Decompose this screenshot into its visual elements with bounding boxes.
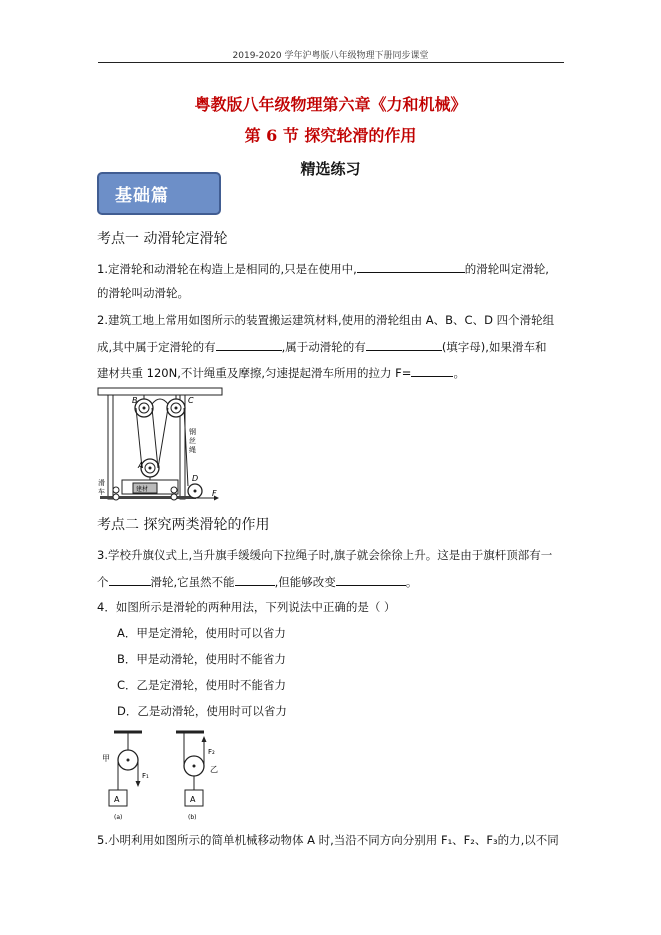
basic-level-badge (97, 172, 221, 215)
label-rope-3: 绳 (189, 446, 196, 454)
caption-b: (b) (188, 814, 197, 821)
question-1-line-1 (97, 260, 549, 277)
q4-option-c[interactable]: C．乙是定滑轮，使用时不能省力 (117, 678, 287, 692)
q3-blank-change[interactable] (336, 573, 406, 586)
label-d: D (192, 474, 199, 483)
label-rope-2: 丝 (189, 437, 196, 445)
q2-text-c: (填字母),如果滑车和 (441, 340, 547, 354)
question-2-line-1: 2.建筑工地上常用如图所示的装置搬运建筑材料,使用的滑轮组由 A、B、C、D 四个滑轮组 (97, 313, 555, 327)
pulley-b-axle (143, 407, 146, 410)
subtitle: 精选练习 (300, 160, 361, 178)
label-a: A (138, 461, 144, 470)
pulley-a-axle (149, 467, 152, 470)
q2-blank-force[interactable] (411, 364, 453, 377)
two-pulley-figure (100, 726, 240, 822)
q3-text-c: ,但能够改变 (274, 575, 336, 589)
question-3-line-1: 3.学校升旗仪式上,当升旗手缓缓向下拉绳子时,旗子就会徐徐上升。这是由于旗杆顶部有一 (97, 548, 553, 562)
q1-blank-1[interactable] (357, 260, 465, 273)
page-header: 2019-2020 学年沪粤版八年级物理下册同步课堂 (232, 51, 429, 61)
question-2-line-3 (97, 364, 465, 381)
label-material: 建材 (136, 486, 149, 493)
badge-label: 基础篇 (115, 186, 169, 206)
q4-option-d[interactable]: D．乙是动滑轮，使用时可以省力 (117, 704, 287, 718)
label-c: C (188, 396, 194, 405)
section-heading-2: 考点二 探究两类滑轮的作用 (97, 517, 270, 533)
label-jia: 甲 (102, 754, 110, 763)
q3-text-d: 。 (405, 575, 418, 589)
q3-text-a: 个 (97, 575, 109, 589)
section-heading-1: 考点一 动滑轮定滑轮 (97, 231, 228, 247)
question-1-line-2: 的滑轮叫动滑轮。 (97, 286, 189, 300)
label-rope-1: 钢 (189, 428, 196, 436)
pulley-d-axle (194, 490, 197, 493)
pulley-system-figure (96, 386, 226, 506)
arrow-f1 (136, 781, 141, 787)
question-2-line-2 (97, 338, 546, 355)
question-5-line-1: 5.小明利用如图所示的简单机械移动物体 A 时,当沿不同方向分别用 F₁、F₂、F₃的力,以不同 (97, 833, 559, 847)
label-cart-2: 车 (98, 488, 105, 496)
q3-blank-type[interactable] (109, 573, 151, 586)
pulley-yi-axle (193, 765, 196, 768)
q3-text-b: 滑轮,它虽然不能 (150, 575, 235, 589)
pulley-c-axle (175, 407, 178, 410)
block-a-left-label: A (114, 795, 120, 804)
top-beam (98, 388, 222, 395)
rope-segment-4 (158, 408, 168, 468)
label-yi: 乙 (210, 765, 218, 774)
cart-wheel-left-bottom (113, 494, 119, 500)
rope-segment-3 (152, 399, 168, 404)
arrow-f2 (202, 736, 207, 742)
q2-blank-fixed[interactable] (216, 338, 282, 351)
header-rule (98, 62, 564, 63)
cart-wheel-right-top (171, 487, 177, 493)
q3-blank-effect[interactable] (235, 573, 275, 586)
label-f2: F₂ (208, 748, 215, 756)
cart-wheel-right-bottom (171, 494, 177, 500)
label-f: F (212, 489, 217, 498)
label-cart-1: 滑 (98, 479, 105, 487)
label-f1: F₁ (142, 772, 149, 780)
q1-text-b: 的滑轮叫定滑轮, (464, 262, 549, 276)
block-a-right-label: A (190, 795, 196, 804)
q2-text-a: 成,其中属于定滑轮的有 (97, 340, 216, 354)
pulley-jia-axle (127, 759, 130, 762)
caption-a: (a) (114, 814, 123, 821)
q2-text-e: 。 (453, 366, 465, 380)
q1-text-a: 1.定滑轮和动滑轮在构造上是相同的,只是在使用中, (97, 262, 357, 276)
cart-wheel-left-top (113, 487, 119, 493)
question-4-stem: 4．如图所示是滑轮的两种用法，下列说法中正确的是（ ） (97, 600, 396, 614)
section-title: 第 6 节 探究轮滑的作用 (244, 126, 417, 145)
q2-blank-movable[interactable] (366, 338, 442, 351)
q2-text-d: 建材共重 120N,不计绳重及摩擦,匀速提起滑车所用的拉力 F= (97, 366, 412, 380)
label-b: B (132, 396, 138, 405)
question-3-line-2 (97, 573, 417, 590)
q2-text-b: ,属于动滑轮的有 (281, 340, 366, 354)
left-post (108, 395, 113, 499)
chapter-title: 粤教版八年级物理第六章《力和机械》 (194, 95, 467, 114)
q4-option-b[interactable]: B．甲是动滑轮，使用时不能省力 (117, 652, 286, 666)
q4-option-a[interactable]: A．甲是定滑轮，使用时可以省力 (117, 626, 286, 640)
